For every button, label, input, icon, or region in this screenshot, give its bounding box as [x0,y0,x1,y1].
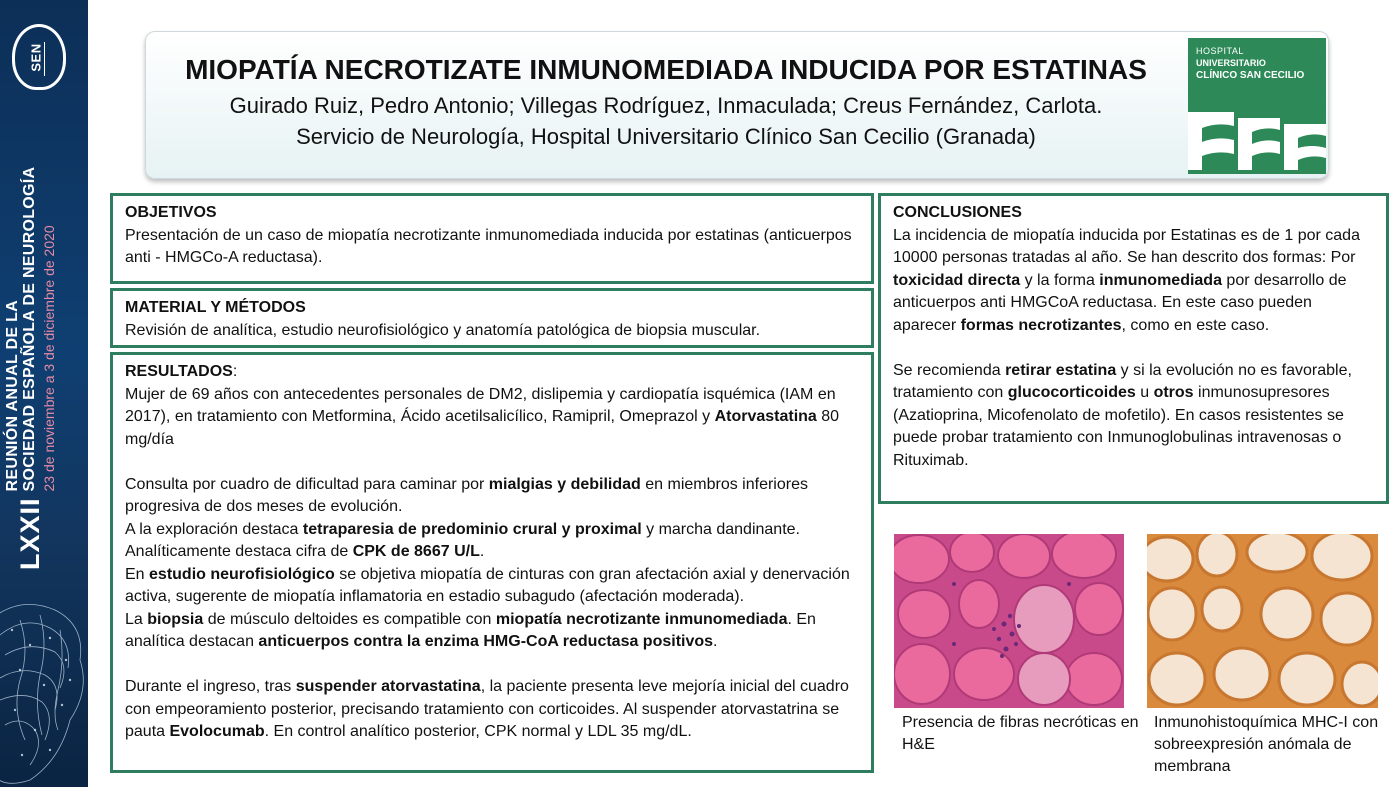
bold-run: biopsia [147,610,204,628]
text-run: La incidencia de miopatía inducida por Estatinas es de 1 por cada 10000 personas tratadas al año. Se han descrito dos formas: Por [893,226,1360,266]
bold-run: tetraparesia de predominio crural y proximal [302,520,642,538]
hospital-logo [1188,38,1326,174]
text-run: , la paciente presenta leve mejoría inicial del cuadro con empeoramiento posterior, precisando tratamiento con corticoides. Al suspender atorvastatrina se pauta [125,678,849,740]
text-run: . En control analítico posterior, CPK normal y LDL 35 mg/dL. [264,723,692,740]
bold-run: anticuerpos contra la enzima HMG-CoA reductasa positivos [258,633,714,650]
spacer [125,451,859,474]
hospital-logo-line2: UNIVERSITARIO [1196,58,1266,68]
conclusiones-paragraph-1 [893,225,1374,338]
conference-dates: 23 de noviembre a 3 de diciembre de 2020 [41,225,57,492]
text-run: . [713,633,718,650]
objetivos-text: Presentación de un caso de miopatía necrotizante inmunomediada inducida por estatinas (anticuerpos anti - HMGCo-A reductasa). [125,226,852,266]
text-run: Consulta por cuadro de dificultad para caminar por [125,475,489,493]
poster-title: MIOPATÍA NECROTIZATE INMUNOMEDIADA INDUCIDA POR ESTATINAS [185,54,1147,85]
material-text: Revisión de analítica, estudio neurofisiológico y anatomía patológica de biopsia muscular. [125,321,761,339]
material-heading: MATERIAL Y MÉTODOS [125,299,306,316]
text-run: y marcha dandinante. [641,520,800,538]
poster-authors: Guirado Ruiz, Pedro Antonio; Villegas Rodríguez, Inmaculada; Creus Fernández, Carlota. [229,93,1103,118]
text-run: . [479,543,485,560]
objetivos-section [110,193,874,284]
bold-run: formas necrotizantes [960,316,1122,334]
bold-run: toxicidad directa [893,271,1021,289]
brain-illustration [0,590,88,787]
text-run: , como en este caso. [1121,316,1270,334]
conference-title [4,10,58,570]
text-run: y la forma [1020,271,1100,289]
resultados-paragraph-6 [125,609,859,654]
text-run: u [1135,384,1154,401]
text-run: se objetiva miopatía de cinturas con gran afectación axial y denervación activa, sugerente de miopatía inflamatoria en estadio subagudo (afectación moderada). [125,565,850,605]
spacer [893,337,1374,360]
bold-run: mialgias y debilidad [488,475,641,493]
bold-run: Evolocumab [169,723,265,740]
resultados-paragraph-3 [125,519,859,542]
bold-run: otros [1153,384,1194,401]
text-run: inmunosupresores (Azatioprina, Micofenolato de mofetilo). En casos resistentes se puede probar tratamiento con Inmunoglobulinas intravenosas o Rituximab. [893,384,1344,469]
resultados-paragraph-7 [125,676,859,744]
text-run: La [125,610,148,628]
hospital-logo-emblem [1188,104,1326,174]
text-run: . En analítica destacan [125,610,816,650]
text-run: de músculo deltoides es compatible con [203,610,496,628]
conference-sidebar [0,0,88,787]
mhc-image-caption: Inmunohistoquímica MHC-I con sobreexpresión anómala de membrana [1154,714,1379,775]
bold-run: suspender atorvastatina [295,678,481,695]
text-run: Durante el ingreso, tras [125,678,296,695]
poster-affiliation: Servicio de Neurología, Hospital Universitario Clínico San Cecilio (Granada) [296,124,1036,149]
text-run: Analíticamente destaca cifra de [125,543,353,560]
text-run: Se recomienda [893,361,1006,379]
resultados-paragraph-5 [125,564,859,609]
resultados-paragraph-4 [125,541,859,564]
spacer [125,654,859,677]
sen-logo-text: SEN [28,43,44,72]
text-run: En [125,565,150,583]
text-run: 80 mg/día [125,408,840,448]
he-image-caption: Presencia de fibras necróticas en H&E [902,714,1139,753]
text-run: en miembros inferiores progresiva de dos meses de evolución. [125,475,808,515]
bold-run: miopatía necrotizante inmunomediada [495,610,788,628]
hospital-logo-line1: HOSPITAL [1196,46,1244,56]
conclusiones-paragraph-2 [893,360,1374,473]
resultados-heading: RESULTADOS [125,363,233,380]
resultados-paragraph-1 [125,384,859,452]
bold-run: CPK de 8667 U/L [352,543,480,560]
text-run: A la exploración destaca [125,520,303,538]
bold-run: Atorvastatina [714,408,817,425]
he-histology-image [894,534,1124,708]
conclusiones-section [878,193,1389,504]
bold-run: estudio neurofisiológico [149,565,335,583]
resultados-heading-colon: : [232,363,238,380]
poster-header [145,31,1329,179]
resultados-heading-line [125,361,859,384]
text-run: y si la evolución no es favorable, tratamiento con [893,361,1352,401]
conference-title-line1: REUNIÓN ANUAL DE LA [4,300,21,492]
resultados-section [110,352,874,773]
bold-run: glucocorticoides [1007,384,1136,401]
conference-edition: LXXII [15,497,45,570]
bold-run: inmunomediada [1099,271,1222,289]
material-metodos-section [110,288,874,348]
conclusiones-heading: CONCLUSIONES [893,204,1022,221]
bold-run: retirar estatina [1005,361,1117,379]
text-run: por desarrollo de anticuerpos anti HMGCoA reductasa. En este caso pueden aparecer [893,271,1347,334]
conference-title-line2: SOCIEDAD ESPAÑOLA DE NEUROLOGÍA [21,166,38,492]
text-run: Mujer de 69 años con antecedentes personales de DM2, dislipemia y cardiopatía isquémica (IAM en 2017), en tratamiento con Metformina, Ácido acetilsalicílico, Ramipril, Omeprazol y [125,385,836,425]
objetivos-heading: OBJETIVOS [125,204,217,221]
hospital-logo-line3: CLÍNICO SAN CECILIO [1196,70,1305,81]
mhc-immunohistochemistry-image [1147,534,1378,708]
resultados-paragraph-2 [125,474,859,519]
